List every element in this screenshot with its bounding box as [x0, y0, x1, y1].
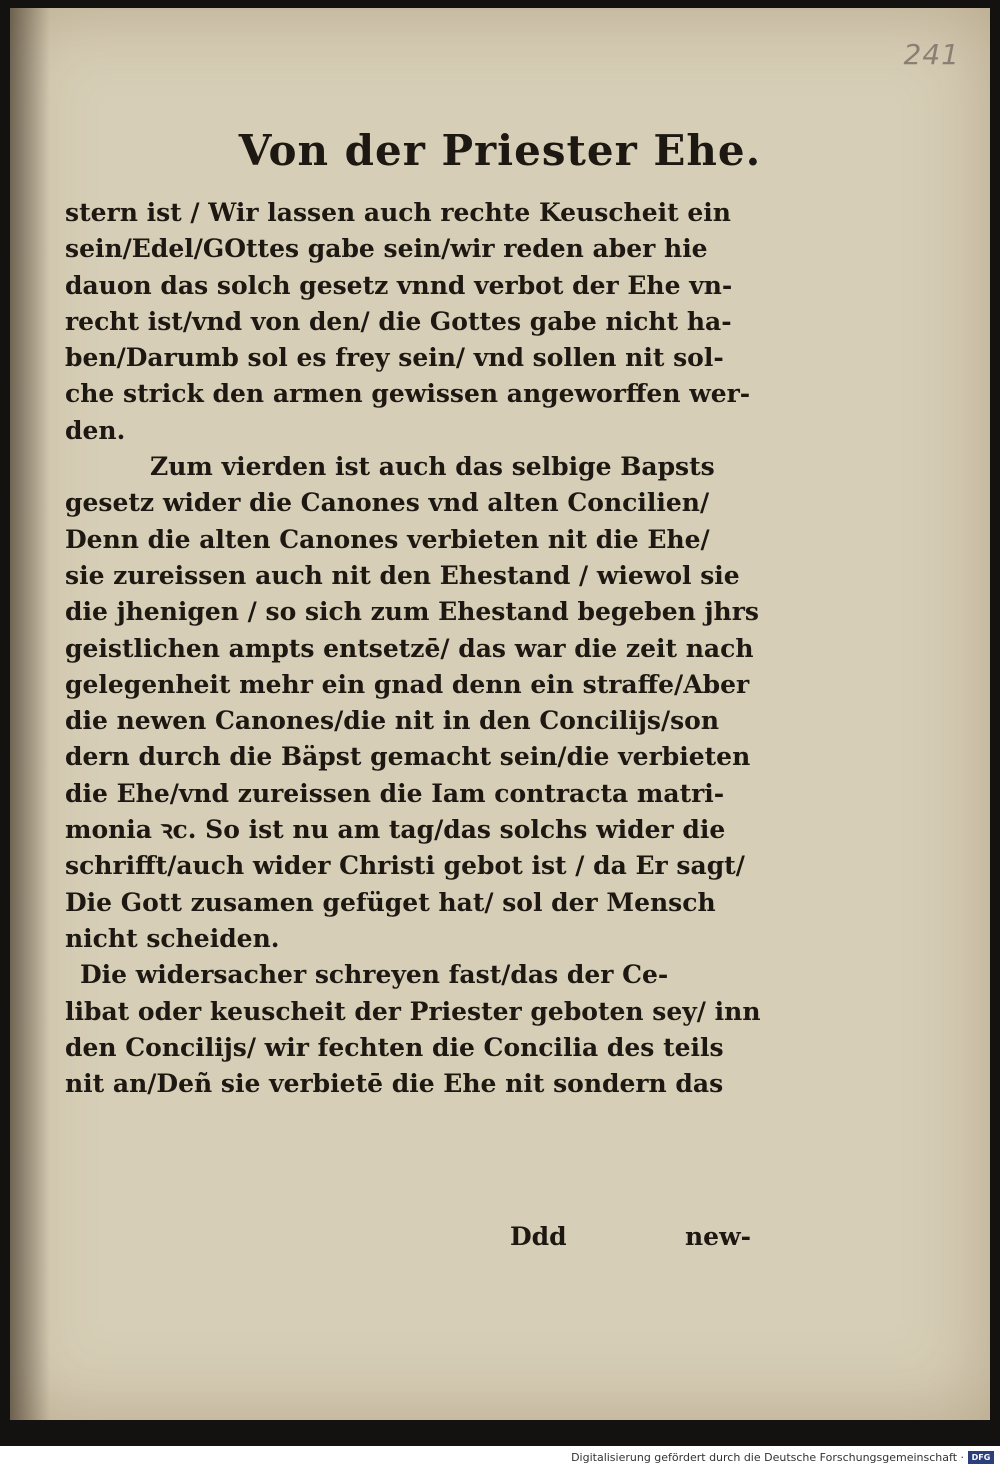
text-line: libat oder keuscheit der Priester geboten sey/ inn — [65, 996, 761, 1026]
text-line: die jhenigen / so sich zum Ehestand begeben jhrs — [65, 597, 759, 627]
text-line: geistlichen ampts entsetzē/ das war die zeit nach — [65, 633, 754, 663]
folio-number: 241 — [903, 38, 960, 71]
running-head: Von der Priester Ehe. — [238, 126, 762, 175]
text-line: dauon das solch gesetz vnnd verbot der Ehe vn- — [65, 270, 733, 300]
text-line: che strick den armen gewissen angeworffen wer- — [65, 379, 751, 409]
binding-shadow — [10, 8, 50, 1420]
footer-credit: Digitalisierung gefördert durch die Deutsche Forschungsgemeinschaft · — [571, 1451, 964, 1464]
text-line: gesetz wider die Canones vnd alten Concilien/ — [65, 488, 710, 518]
text-line: schrifft/auch wider Christi gebot ist / da Er sagt/ — [65, 851, 745, 881]
text-line: gelegenheit mehr ein gnad denn ein straffe/Aber — [65, 669, 750, 699]
catchline — [55, 1222, 775, 1262]
signature-mark: Ddd — [510, 1222, 567, 1251]
text-line: ben/Darumb sol es frey sein/ vnd sollen nit sol- — [65, 343, 724, 373]
dfg-logo-icon: DFG — [968, 1451, 994, 1464]
text-line: den Concilijs/ wir fechten die Concilia des teils — [65, 1032, 724, 1062]
text-line: sein/Edel/GOttes gabe sein/wir reden aber hie — [65, 234, 708, 264]
book-page — [10, 8, 990, 1420]
text-line: Zum vierden ist auch das selbige Bapsts — [150, 452, 715, 482]
text-line: Denn die alten Canones verbieten nit die Ehe/ — [65, 524, 710, 554]
text-line: sie zureissen auch nit den Ehestand / wiewol sie — [65, 560, 740, 590]
text-line: nit an/Deñ sie verbietē die Ehe nit sondern das — [65, 1069, 724, 1099]
text-line: stern ist / Wir lassen auch rechte Keuscheit ein — [65, 198, 731, 227]
footer-bar — [0, 1446, 1000, 1470]
body-text — [65, 195, 785, 1102]
text-line: den. — [65, 415, 126, 445]
text-line: die Ehe/vnd zureissen die Iam contracta matri- — [65, 778, 725, 808]
text-line: Die Gott zusamen gefüget hat/ sol der Mensch — [65, 887, 716, 917]
text-line: nicht scheiden. — [65, 923, 280, 953]
text-line: recht ist/vnd von den/ die Gottes gabe nicht ha- — [65, 306, 732, 336]
text-line: die newen Canones/die nit in den Concilijs/son — [65, 706, 720, 736]
text-line: Die widersacher schreyen fast/das der Ce- — [80, 960, 669, 990]
text-line: monia ꝛc. So ist nu am tag/das solchs wider die — [65, 815, 726, 845]
catchword: new- — [685, 1222, 751, 1251]
text-line: dern durch die Bäpst gemacht sein/die verbieten — [65, 742, 751, 772]
